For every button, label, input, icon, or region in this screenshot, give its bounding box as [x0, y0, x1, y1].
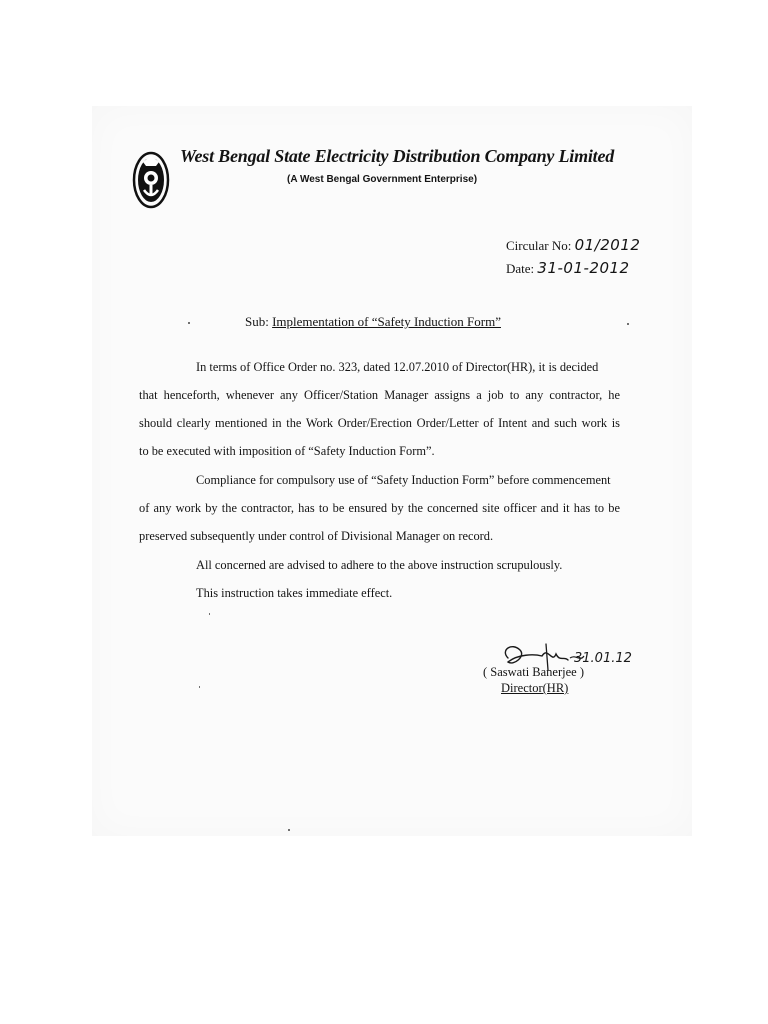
paragraph-4: This instruction takes immediate effect.	[196, 586, 393, 600]
scan-speck	[209, 613, 210, 615]
scan-speck	[188, 322, 190, 324]
subject-text: Implementation of “Safety Induction Form”	[272, 314, 501, 329]
paragraph-2-line-1: Compliance for compulsory use of “Safety Induction Form” before commencement	[196, 473, 611, 487]
signature-date: 31.01.12	[574, 651, 632, 666]
paragraph-1-line-1: In terms of Office Order no. 323, dated 12.07.2010 of Director(HR), it is decided	[196, 360, 599, 374]
signatory-title: Director(HR)	[501, 681, 569, 695]
paragraph-1-line-4: to be executed with imposition of “Safety Induction Form”.	[139, 444, 435, 458]
scanned-page	[92, 106, 692, 836]
company-name: West Bengal State Electricity Distribution Company Limited	[180, 146, 615, 166]
circular-number-label: Circular No:	[506, 238, 572, 253]
subject-label: Sub:	[245, 314, 269, 329]
paragraph-1-line-3: should clearly mentioned in the Work Order/Erection Order/Letter of Intent and such work is	[139, 416, 620, 430]
scan-speck	[199, 686, 200, 688]
circular-date-value: 31-01-2012	[537, 259, 630, 277]
circular-number-value: 01/2012	[574, 236, 641, 254]
paragraph-2-line-2: of any work by the contractor, has to be ensured by the concerned site officer and it has to be	[139, 501, 620, 515]
paragraph-2-line-3: preserved subsequently under control of Divisional Manager on record.	[139, 529, 494, 543]
circular-date-label: Date:	[506, 261, 535, 276]
subject-line	[245, 314, 501, 330]
paragraph-1-line-2: that henceforth, whenever any Officer/Station Manager assigns a job to any contractor, he	[139, 388, 620, 402]
circular-date	[506, 259, 630, 277]
scan-speck	[288, 829, 290, 831]
scan-speck	[627, 323, 629, 325]
company-logo-icon	[132, 150, 170, 210]
company-tagline: (A West Bengal Government Enterprise)	[287, 174, 478, 185]
circular-number	[506, 236, 640, 254]
paragraph-3: All concerned are advised to adhere to the above instruction scrupulously.	[196, 558, 563, 572]
signatory-name: ( Saswati Banerjee )	[483, 665, 585, 679]
